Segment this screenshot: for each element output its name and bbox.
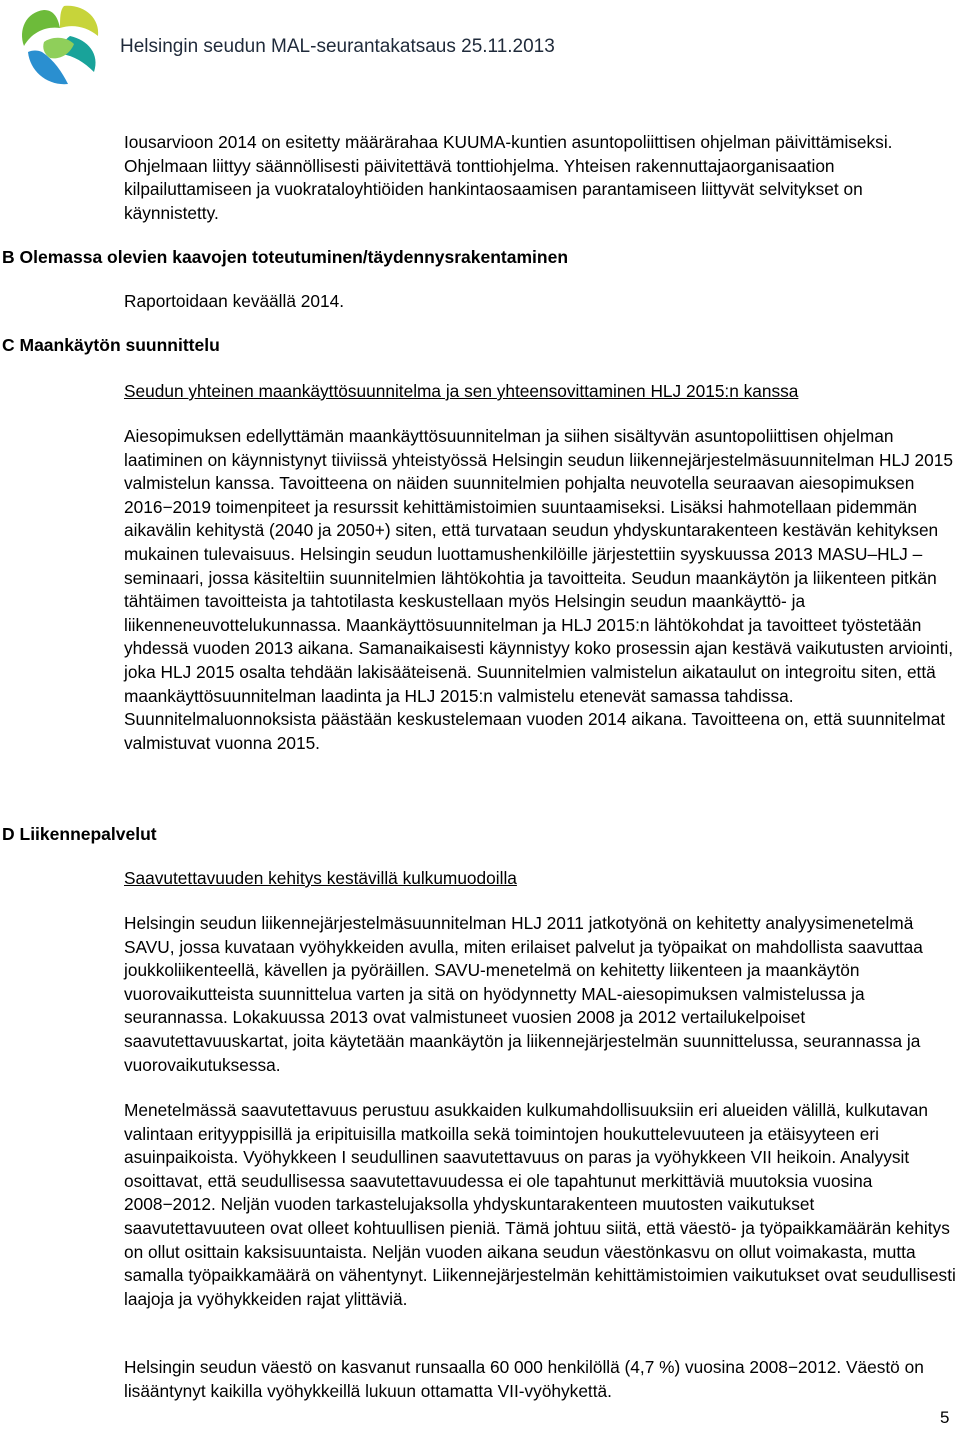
section-b-heading: B Olemassa olevien kaavojen toteutuminen/täydennysrakentaminen: [2, 247, 569, 267]
stylized-leaf-logo-icon: [14, 2, 106, 92]
section-d-paragraph-2: [124, 1099, 956, 1311]
section-d-text-1: Helsingin seudun liikennejärjestelmäsuunnitelman HLJ 2011 jatkotyönä on kehitetty analyysimenetelmä SAVU, jossa kuvataan vyöhykkeiden avulla, miten erilaiset palvelut ja työpaikat on mahdollista saavuttaa joukkoliikenteellä, kävellen ja pyöräillen. SAVU-menetelmä on kehitetty liikenteen ja maankäytön vuorovaikutteista suunnittelua varten ja sitä on hyödynnetty MAL-aiesopimuksen valmistelussa ja seurannassa. Lokakuussa 2013 ovat valmistuneet vuosien 2008 ja 2012 vertailukelpoiset saavutettavuuskartat, joita käytetään maankäytön ja liikennejärjestelmän suunnittelussa, seurannassa ja vuorovaikutuksessa.: [124, 913, 923, 1075]
page-number: 5: [940, 1408, 950, 1427]
section-d-subheading: Saavutettavuuden kehitys kestävillä kulkumuodoilla: [124, 868, 517, 888]
section-c-body: [124, 425, 956, 755]
section-d-text-3: Helsingin seudun väestö on kasvanut runsaalla 60 000 henkilöllä (4,7 %) vuosina 2008−2012. Väestö on lisääntynyt kaikilla vyöhykkeillä lukuun ottamatta VII-vyöhykettä.: [124, 1357, 924, 1401]
document-header-title: Helsingin seudun MAL-seurantakatsaus 25.11.2013: [120, 36, 555, 57]
section-c-text: Aiesopimuksen edellyttämän maankäyttösuunnitelman ja siihen sisältyvän asuntopoliittisen ohjelman laatiminen on käynnistynyt tiiviissä yhteistyössä Helsingin seudun liikennejärjestelmäsuunnitelman HLJ 2015 valmistelun kanssa. Tavoitteena on näiden suunnitelmien pohjalta neuvotella seuraavan aiesopimuksen 2016−2019 toimenpiteet ja resurssit kehittämistoimien suuntaamiseksi. Lisäksi hahmotellaan pidemmän aikavälin kehitystä (2040 ja 2050+) siten, että turvataan seudun yhdyskuntarakenteen kestävän kehityksen mukainen tulevaisuus. Helsingin seudun luottamushenkilöille järjestettiin syyskuussa 2013 MASU–HLJ –seminaari, jossa käsiteltiin suunnitelmien lähtökohtia ja tavoitteita. Seudun maankäytön ja liikenteen pitkän tähtäimen tavoitteista ja tahtotilasta keskustellaan myös Helsingin seudun maankäyttö- ja liikenneneuvottelukunnassa. Maankäyttösuunnitelman ja HLJ 2015:n lähtökohdat ja tavoitteet työstetään yhdessä vuoden 2013 aikana. Samanaikaisesti käynnistyy koko prosessin ajan kestävä vaikutusten arviointi, joka HLJ 2015 osalta tehdään lakisääteisenä. Suunnitelmien valmistelun aikataulut on integroitu siten, että maankäyttösuunnitelman laadinta ja HLJ 2015:n valmistelu etenevät samassa tahdissa. Suunnitelmaluonnoksista päästään keskustelemaan vuoden 2014 aikana. Tavoitteena on, että suunnitelmat valmistuvat vuonna 2015.: [124, 426, 954, 753]
intro-text: Iousarvioon 2014 on esitetty määrärahaa KUUMA-kuntien asuntopoliittisen ohjelman päivittämiseksi. Ohjelmaan liittyy säännöllisesti päivitettävä tonttiohjelma. Yhteisen rakennuttajaorganisaation kilpailuttamiseen ja vuokrataloyhtiöiden hankintaosaamisen parantamiseen liittyvät selvitykset on käynnistetty.: [124, 132, 893, 223]
section-d-text-2: Menetelmässä saavutettavuus perustuu asukkaiden kulkumahdollisuuksiin eri alueiden välillä, kulkutavan valintaan erityyppisillä ja eripituisilla matkoilla sekä toimintojen houkuttelevuuteen ja etäisyyteen eri asuinpaikoista. Vyöhykkeen I seudullinen saavutettavuus on paras ja vyöhykkeen VII heikoin. Analyysit osoittavat, että seudullisessa saavutettavuudessa ei ole tapahtunut merkittäviä muutoksia vuosina 2008−2012. Neljän vuoden tarkastelujaksolla yhdyskuntarakenteen muutosten vaikutukset saavutettavuuteen ovat olleet kohtuullisen pieniä. Tämä johtuu siitä, että väestö- ja työpaikkamäärän kehitys on ollut osittain kaksisuuntaista. Neljän vuoden aikana seudun väestönkasvu on ollut voimakasta, mutta samalla työpaikkamäärä on vähentynyt. Liikennejärjestelmän kehittämistoimien vaikutukset ovat seudullisesti laajoja ja vyöhykkeiden rajat ylittäviä.: [124, 1100, 956, 1309]
section-b-text: Raportoidaan keväällä 2014.: [124, 291, 345, 311]
section-d-paragraph-3: [124, 1356, 956, 1403]
section-b-body: [124, 290, 956, 314]
section-c-subheading: Seudun yhteinen maankäyttösuunnitelma ja sen yhteensovittaminen HLJ 2015:n kanssa: [124, 381, 799, 401]
section-c-heading: C Maankäytön suunnittelu: [2, 335, 220, 355]
section-d-paragraph-1: [124, 912, 956, 1077]
section-d-heading: D Liikennepalvelut: [2, 824, 157, 844]
intro-paragraph: [124, 131, 956, 225]
